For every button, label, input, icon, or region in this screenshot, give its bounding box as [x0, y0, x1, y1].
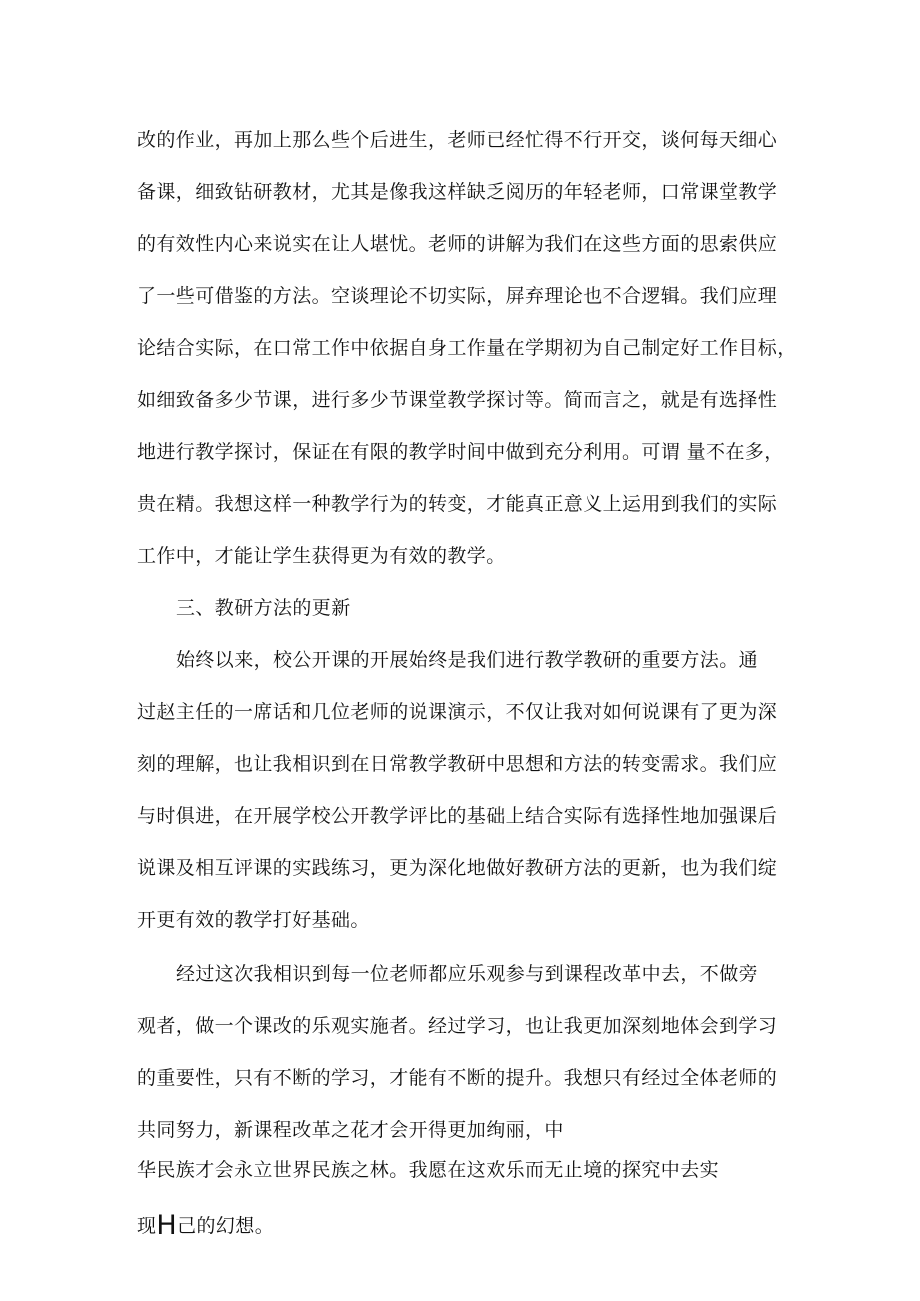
paragraph-line: 贵在精。我想这样一种教学行为的转变，才能真正意义上运用到我们的实际	[137, 493, 778, 515]
paragraph-line: 改的作业，再加上那么些个后进生，老师已经忙得不行开交，谈何每天细心	[137, 129, 778, 151]
paragraph-line: 开更有效的教学打好基础。	[137, 909, 370, 931]
paragraph-line: 论结合实际，在口常工作中依据自身工作量在学期初为自己制定好工作目标，	[137, 337, 797, 359]
paragraph-line: 的重要性，只有不断的学习，才能有不断的提升。我想只有经过全体老师的	[137, 1067, 778, 1089]
paragraph-line: 始终以来，校公开课的开展始终是我们进行教学教研的重要方法。通	[176, 649, 759, 671]
paragraph-line: 的有效性内心来说实在让人堪忧。老师的讲解为我们在这些方面的思索供应	[137, 233, 778, 255]
paragraph-last-line	[137, 1210, 275, 1241]
paragraph-line: 经过这次我相识到每一位老师都应乐观参与到课程改革中去，不做旁	[176, 963, 759, 985]
section-heading: 三、教研方法的更新	[176, 597, 351, 619]
paragraph-line: 与时俱进，在开展学校公开教学评比的基础上结合实际有选择性地加强课后	[137, 805, 778, 827]
last-line-start: 现	[137, 1215, 157, 1237]
paragraph-line: 华民族才会永立世界民族之林。我愿在这欢乐而无止境的探究中去实	[137, 1159, 720, 1181]
large-h-glyph: H	[156, 1210, 178, 1241]
paragraph-line: 地进行教学探讨，保证在有限的教学时间中做到充分利用。可谓 量不在多，	[137, 441, 784, 463]
paragraph-line: 共同努力，新课程改革之花才会开得更加绚丽，中	[137, 1119, 564, 1141]
last-line-end: 己的幻想。	[177, 1215, 275, 1237]
paragraph-line: 说课及相互评课的实践练习，更为深化地做好教研方法的更新，也为我们绽	[137, 857, 778, 879]
paragraph-line: 观者，做一个课改的乐观实施者。经过学习，也让我更加深刻地体会到学习	[137, 1015, 778, 1037]
paragraph-line: 如细致备多少节课，进行多少节课堂教学探讨等。简而言之，就是有选择性	[137, 389, 778, 411]
paragraph-line: 刻的理解，也让我相识到在日常教学教研中思想和方法的转变需求。我们应	[137, 753, 778, 775]
paragraph-line: 备课，细致钻研教材，尤其是像我这样缺乏阅历的年轻老师，口常课堂教学	[137, 181, 778, 203]
paragraph-line: 工作中，才能让学生获得更为有效的教学。	[137, 545, 506, 567]
paragraph-line: 了一些可借鉴的方法。空谈理论不切实际，屏弃理论也不合逻辑。我们应理	[137, 285, 778, 307]
paragraph-line: 过赵主任的一席话和几位老师的说课演示，不仅让我对如何说课有了更为深	[137, 701, 778, 723]
